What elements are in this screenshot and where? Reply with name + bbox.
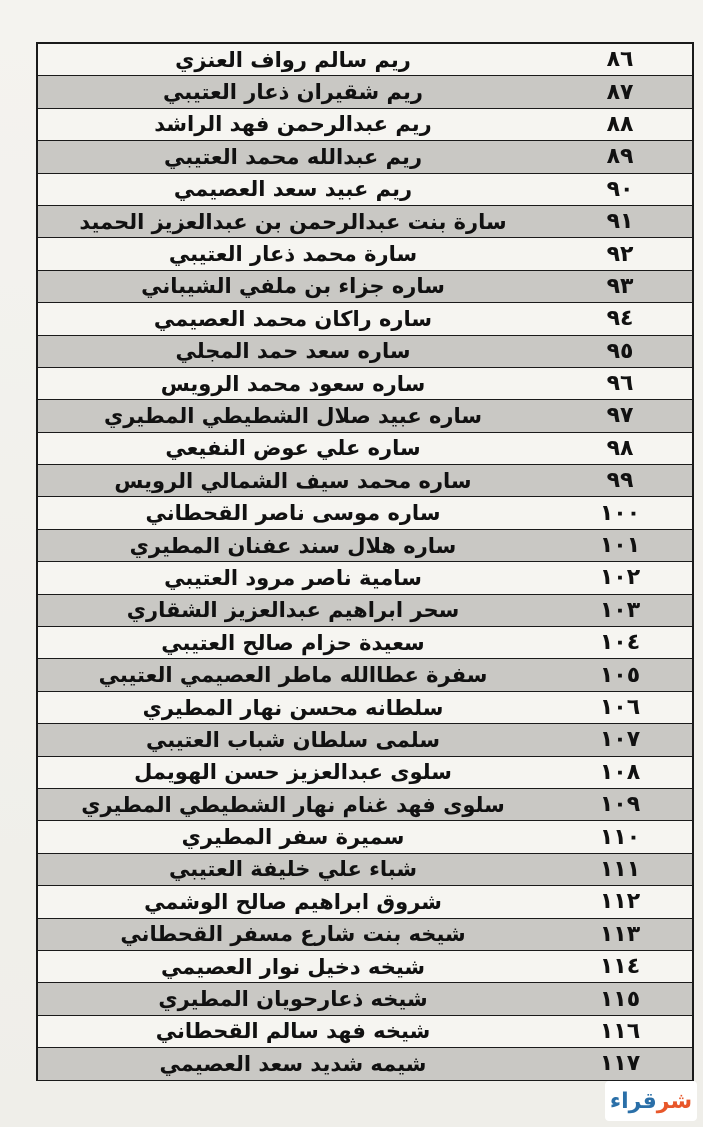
row-number: ١٠٦: [548, 691, 692, 723]
row-name: شباء علي خليفة العتيبي: [38, 853, 548, 885]
row-name: سحر ابراهيم عبدالعزيز الشقاري: [38, 594, 548, 626]
row-name: ساره علي عوض النفيعي: [38, 432, 548, 464]
watermark-part2: قراء: [609, 1088, 657, 1114]
table-row: [38, 1015, 692, 1047]
row-name: شيخه ذعارحويان المطيري: [38, 983, 548, 1015]
table-row: [38, 562, 692, 594]
row-name: سلوى عبدالعزيز حسن الهويمل: [38, 756, 548, 788]
row-number: ١٠٤: [548, 627, 692, 659]
row-name: ريم عبيد سعد العصيمي: [38, 173, 548, 205]
row-number: ٩٩: [548, 465, 692, 497]
table-row: [38, 821, 692, 853]
row-name: سعيدة حزام صالح العتيبي: [38, 627, 548, 659]
table-row: [38, 627, 692, 659]
table-row: [38, 432, 692, 464]
row-name: سفرة عطاالله ماطر العصيمي العتيبي: [38, 659, 548, 691]
row-name: سامية ناصر مرود العتيبي: [38, 562, 548, 594]
row-name: ريم عبدالرحمن فهد الراشد: [38, 108, 548, 140]
row-number: ١١٠: [548, 821, 692, 853]
row-number: ١٠١: [548, 529, 692, 561]
table-row: [38, 335, 692, 367]
table-row: [38, 788, 692, 820]
row-number: ١١٢: [548, 886, 692, 918]
row-number: ٩٢: [548, 238, 692, 270]
table-row: [38, 659, 692, 691]
watermark-part1: شر: [656, 1088, 693, 1114]
row-number: ٨٩: [548, 141, 692, 173]
row-number: ١٠٩: [548, 788, 692, 820]
row-number: ١٠٧: [548, 724, 692, 756]
table-row: [38, 691, 692, 723]
names-table: [38, 44, 692, 1081]
row-number: ٩٦: [548, 367, 692, 399]
row-number: ١١٤: [548, 950, 692, 982]
row-number: ٨٧: [548, 76, 692, 108]
table-row: [38, 983, 692, 1015]
row-name: شيخه فهد سالم القحطاني: [38, 1015, 548, 1047]
table-row: [38, 1048, 692, 1080]
table-row: [38, 918, 692, 950]
row-number: ٩٥: [548, 335, 692, 367]
table-row: [38, 76, 692, 108]
row-number: ٨٦: [548, 44, 692, 76]
table-row: [38, 465, 692, 497]
table-row: [38, 724, 692, 756]
row-name: سارة بنت عبدالرحمن بن عبدالعزيز الحميد: [38, 205, 548, 237]
table-row: [38, 400, 692, 432]
row-name: ساره راكان محمد العصيمي: [38, 303, 548, 335]
row-number: ١٠٠: [548, 497, 692, 529]
row-number: ٩١: [548, 205, 692, 237]
row-number: ٩٧: [548, 400, 692, 432]
row-number: ١١١: [548, 853, 692, 885]
row-name: ساره سعود محمد الرويس: [38, 367, 548, 399]
table-row: [38, 756, 692, 788]
names-table-body: [38, 44, 692, 1080]
table-row: [38, 238, 692, 270]
row-number: ٩٨: [548, 432, 692, 464]
row-name: ساره هلال سند عفنان المطيري: [38, 529, 548, 561]
table-row: [38, 950, 692, 982]
table-row: [38, 303, 692, 335]
names-table-container: [36, 42, 694, 1081]
table-row: [38, 270, 692, 302]
row-name: شيخه بنت شارع مسفر القحطاني: [38, 918, 548, 950]
row-name: شيخه دخيل نوار العصيمي: [38, 950, 548, 982]
row-name: شروق ابراهيم صالح الوشمي: [38, 886, 548, 918]
row-number: ١٠٨: [548, 756, 692, 788]
row-number: ٩٤: [548, 303, 692, 335]
row-name: سارة محمد ذعار العتيبي: [38, 238, 548, 270]
row-number: ١٠٥: [548, 659, 692, 691]
table-row: [38, 173, 692, 205]
row-number: ٨٨: [548, 108, 692, 140]
row-number: ١١٥: [548, 983, 692, 1015]
table-row: [38, 594, 692, 626]
row-name: ساره محمد سيف الشمالي الرويس: [38, 465, 548, 497]
row-number: ٩٣: [548, 270, 692, 302]
table-row: [38, 141, 692, 173]
row-name: شيمه شديد سعد العصيمي: [38, 1048, 548, 1080]
table-row: [38, 529, 692, 561]
row-name: ريم عبدالله محمد العتيبي: [38, 141, 548, 173]
table-row: [38, 853, 692, 885]
row-name: ساره موسى ناصر القحطاني: [38, 497, 548, 529]
row-number: ١١٣: [548, 918, 692, 950]
row-number: ١١٧: [548, 1048, 692, 1080]
table-row: [38, 367, 692, 399]
row-name: ريم شقيران ذعار العتيبي: [38, 76, 548, 108]
row-name: سلطانه محسن نهار المطيري: [38, 691, 548, 723]
table-row: [38, 44, 692, 76]
table-row: [38, 205, 692, 237]
row-number: ١٠٢: [548, 562, 692, 594]
row-name: سلمى سلطان شباب العتيبي: [38, 724, 548, 756]
table-row: [38, 886, 692, 918]
row-name: ساره سعد حمد المجلي: [38, 335, 548, 367]
row-name: سلوى فهد غنام نهار الشطيطي المطيري: [38, 788, 548, 820]
table-row: [38, 497, 692, 529]
table-row: [38, 108, 692, 140]
row-name: ريم سالم رواف العنزي: [38, 44, 548, 76]
row-number: ١١٦: [548, 1015, 692, 1047]
row-name: ساره جزاء بن ملفي الشيباني: [38, 270, 548, 302]
row-name: ساره عبيد صلال الشطيطي المطيري: [38, 400, 548, 432]
row-number: ١٠٣: [548, 594, 692, 626]
row-name: سميرة سفر المطيري: [38, 821, 548, 853]
row-number: ٩٠: [548, 173, 692, 205]
watermark-logo: [605, 1081, 697, 1121]
